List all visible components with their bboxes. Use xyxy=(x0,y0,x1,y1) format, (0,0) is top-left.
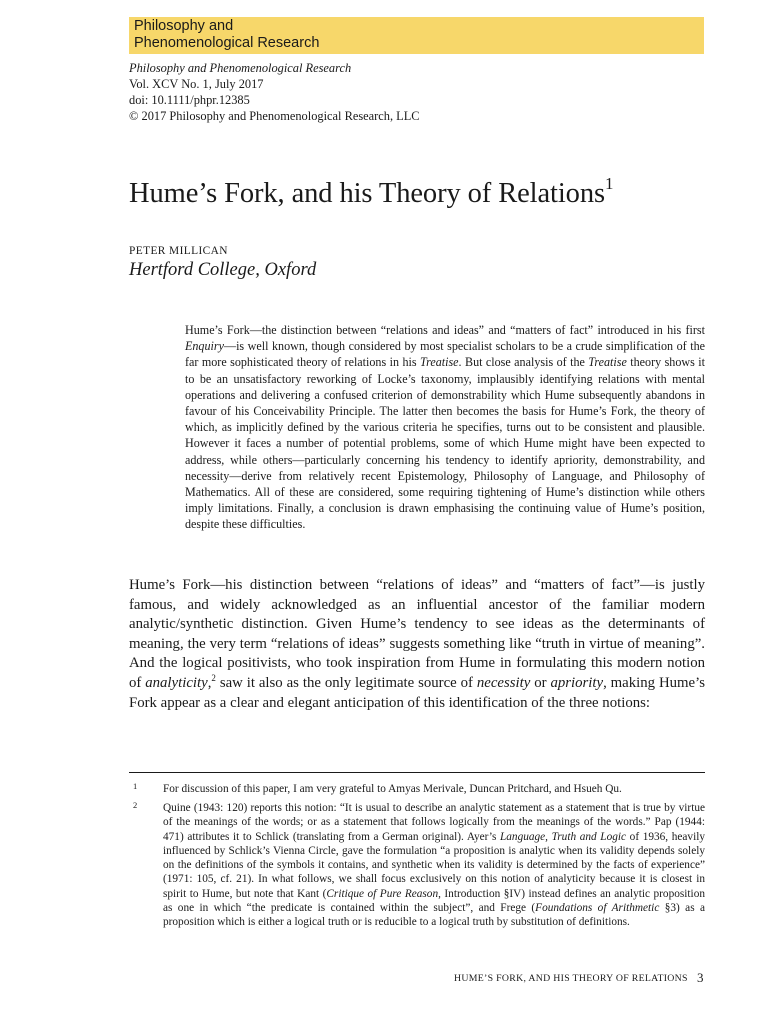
publication-meta xyxy=(129,60,420,124)
abstract-italic: Treatise xyxy=(588,355,627,370)
copyright: © 2017 Philosophy and Phenomenological Research, LLC xyxy=(129,109,420,123)
article-title-text: Hume’s Fork, and his Theory of Relations xyxy=(129,178,605,209)
footnote-italic: Language, Truth and Logic xyxy=(499,830,627,843)
body-text: , xyxy=(207,674,212,691)
volume-info: Vol. XCV No. 1, July 2017 xyxy=(129,77,264,91)
abstract-text: theory shows it to be an unsatisfactory reworking of Locke’s taxonomy, implausibly identifying relations with mental operations and delivering a confused criterion of demonstrability which Hume subsequently abandons in favour of his Conceivability Principle. The latter then becomes the basis for Hume’s Fork, the theory of which, as implicitly defined by the various criteria he specifies, turns out to be consistent and plausible. However it faces a number of potential problems, some of which Hume might have been expected to address, while others—particularly concerning his tendency to identify apriority, demonstrability, and necessity—derive from relatively recent Epistemology, Philosophy of Language, and Philosophy of Mathematics. All of these are considered, some requiring tightening of Hume’s distinction while others imply limitations. Finally, a conclusion is drawn emphasising the continuing value of Hume’s position, despite these difficulties. xyxy=(185,355,705,532)
footnote-2-mark: 2 xyxy=(133,800,138,810)
abstract-italic: Enquiry xyxy=(185,339,224,354)
body-italic: apriority xyxy=(550,674,604,691)
footnote-1-text: For discussion of this paper, I am very grateful to Amyas Merivale, Duncan Pritchard, and Hsueh Qu. xyxy=(163,783,622,795)
abstract xyxy=(185,322,705,533)
footnote-italic: Critique of Pure Reason xyxy=(326,887,439,900)
journal-banner-line1: Philosophy and xyxy=(134,18,234,34)
journal-name: Philosophy and Phenomenological Research xyxy=(129,61,352,75)
body-text: saw it also as the only legitimate source of xyxy=(215,674,477,691)
journal-banner-line2: Phenomenological Research xyxy=(134,35,320,51)
footnote-2 xyxy=(129,801,705,930)
footnote-text: of 1936, heavily influenced by Schlick’s Vienna Circle, gave the formulation “a proposition is analytic when its validity depends solely on the definitions of the symbols it contains, and synthetic when its validity is determined by the facts of experience” (1971: 105, cf. 21). In what follows, we shall focus exclusively on this notion of analyticity because it is closest in spirit to Hume, but note that Kant ( xyxy=(163,830,706,900)
journal-banner xyxy=(129,17,704,54)
body-text: , making Hume’s Fork appear as a clear and elegant anticipation of this identification of the three notions: xyxy=(129,674,705,711)
body-paragraph xyxy=(129,576,705,713)
footnote-text: , Introduction §IV) instead defines an analytic proposition as one in which “the predicate is contained within the subject”, and Frege ( xyxy=(163,887,705,915)
page-number: 3 xyxy=(697,970,704,985)
abstract-text: Hume’s Fork—the distinction between “relations and ideas” and “matters of fact” introduced in his first xyxy=(185,323,705,337)
abstract-italic: Treatise xyxy=(420,355,459,370)
abstract-text: . But close analysis of the xyxy=(458,355,589,370)
footnote-text: §3) as a proposition which is either a logical truth or is reducible to a logical truth by substitution of definitions. xyxy=(163,902,706,929)
article-title xyxy=(129,176,613,212)
body-text: Hume’s Fork—his distinction between “relations of ideas” and “matters of fact”—is justly famous, and widely acknowledged as an influential ancestor of the familiar modern analytic/synthetic distinction. Given Hume’s tendency to see ideas as the determinants of meaning, the very term “relations of ideas” suggests something like “truth in virtue of meaning”. And the logical positivists, who took inspiration from Hume in formulating this modern notion of xyxy=(129,577,705,691)
body-text: or xyxy=(530,674,551,691)
abstract-text: —is well known, though considered by most specialist scholars to be a crude simplification of the far more sophisticated theory of relations in his xyxy=(185,339,705,370)
body-italic: analyticity xyxy=(145,674,208,691)
footnote-1-mark: 1 xyxy=(133,781,138,791)
running-head: HUME’S FORK, AND HIS THEORY OF RELATIONS xyxy=(454,973,688,984)
footnote-1 xyxy=(129,782,705,796)
footnote-2-text xyxy=(163,801,705,930)
title-footnote-mark: 1 xyxy=(604,174,614,193)
footnote-italic: Foundations of Arithmetic xyxy=(535,902,660,915)
footnote-ref: 2 xyxy=(211,672,216,683)
footnote-text: Quine (1943: 120) reports this notion: “It is usual to describe an analytic statement as a statement that is true by virtue of the meanings of the words; or as a statement that follows logically from the meanings of the words.” Pap (1944: 471) attributes it to Schlick (translating from a German original). Ayer’s xyxy=(163,802,705,843)
author-affiliation: Hertford College, Oxford xyxy=(129,260,317,280)
body-italic: necessity xyxy=(476,674,531,691)
author-name: PETER MILLICAN xyxy=(129,245,228,257)
doi: doi: 10.1111/phpr.12385 xyxy=(129,93,250,107)
footnote-divider xyxy=(129,772,705,773)
